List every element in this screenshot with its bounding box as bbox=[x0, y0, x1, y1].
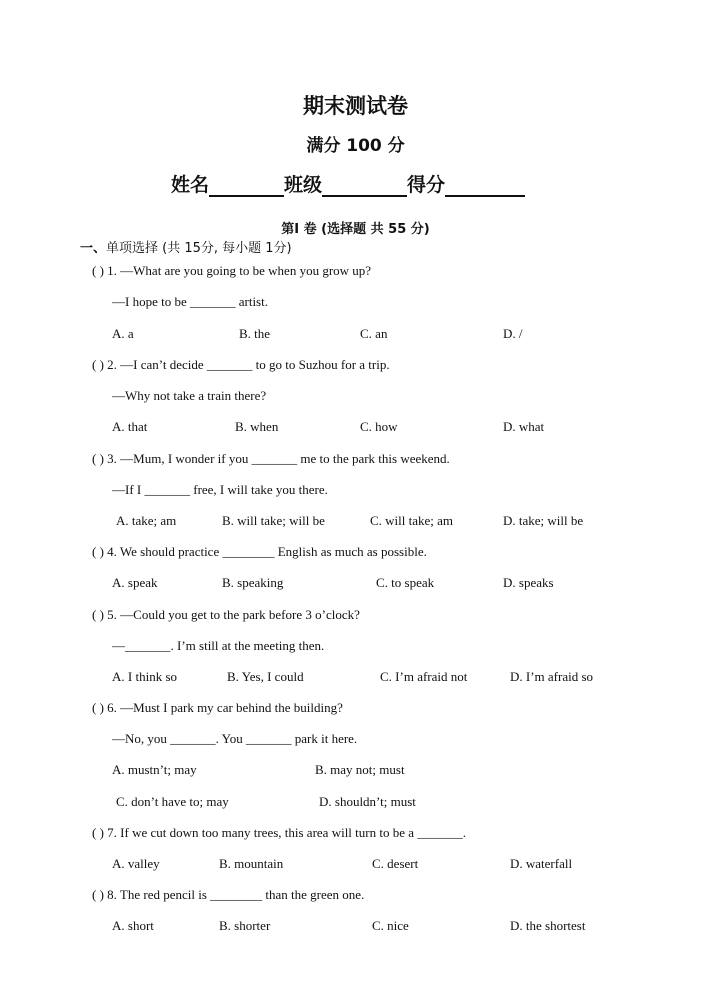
option-b[interactable]: B. the bbox=[239, 326, 271, 341]
option-a[interactable]: A. that bbox=[112, 419, 148, 434]
question-stem: ( ) 3. —Mum, I wonder if you _______ me to the park this weekend. bbox=[92, 451, 450, 466]
option-b[interactable]: B. mountain bbox=[219, 856, 284, 871]
question-stem: ( ) 1. —What are you going to be when you grow up? bbox=[92, 263, 372, 278]
option-a[interactable]: A. short bbox=[112, 918, 154, 933]
option-d[interactable]: D. I’m afraid so bbox=[510, 669, 594, 684]
question-reply: —I hope to be _______ artist. bbox=[112, 294, 268, 309]
question-stem: ( ) 4. We should practice ________ English as much as possible. bbox=[92, 544, 427, 559]
option-d[interactable]: D. shouldn’t; must bbox=[319, 794, 416, 809]
option-c[interactable]: C. an bbox=[360, 326, 388, 341]
option-b[interactable]: B. when bbox=[235, 419, 279, 434]
student-info-row bbox=[171, 170, 571, 197]
option-b[interactable]: B. speaking bbox=[222, 575, 284, 590]
class-label: 班级 bbox=[284, 174, 323, 196]
name-blank[interactable] bbox=[209, 175, 284, 197]
question-reply: —_______. I’m still at the meeting then. bbox=[112, 638, 325, 653]
option-a[interactable]: A. speak bbox=[112, 575, 158, 590]
option-d[interactable]: D. what bbox=[503, 419, 545, 434]
option-b[interactable]: B. may not; must bbox=[315, 762, 405, 777]
option-c[interactable]: C. desert bbox=[372, 856, 419, 871]
question-stem: ( ) 6. —Must I park my car behind the building? bbox=[92, 700, 343, 715]
class-blank[interactable] bbox=[322, 175, 407, 197]
option-a[interactable]: A. take; am bbox=[116, 513, 177, 528]
option-c[interactable]: C. I’m afraid not bbox=[380, 669, 468, 684]
section-title: 单项选择 (共 15分, 每小题 1分) bbox=[106, 241, 292, 256]
section-number: 一、 bbox=[80, 241, 107, 256]
option-c[interactable]: C. how bbox=[360, 419, 398, 434]
option-b[interactable]: B. shorter bbox=[219, 918, 271, 933]
question-reply: —No, you _______. You _______ park it here. bbox=[112, 731, 358, 746]
option-d[interactable]: D. waterfall bbox=[510, 856, 573, 871]
exam-title: 期末测试卷 bbox=[303, 94, 408, 118]
question-stem: ( ) 8. The red pencil is ________ than the green one. bbox=[92, 887, 365, 902]
option-a[interactable]: A. mustn’t; may bbox=[112, 762, 197, 777]
question-stem: ( ) 5. —Could you get to the park before 3 o’clock? bbox=[92, 607, 360, 622]
option-a[interactable]: A. I think so bbox=[112, 669, 177, 684]
question-stem: ( ) 7. If we cut down too many trees, this area will turn to be a _______. bbox=[92, 825, 467, 840]
option-d[interactable]: D. / bbox=[503, 326, 523, 341]
option-a[interactable]: A. a bbox=[112, 326, 134, 341]
option-c[interactable]: C. nice bbox=[372, 918, 409, 933]
question-stem: ( ) 2. —I can’t decide _______ to go to Suzhou for a trip. bbox=[92, 357, 390, 372]
option-d[interactable]: D. speaks bbox=[503, 575, 554, 590]
option-c[interactable]: C. to speak bbox=[376, 575, 435, 590]
name-label: 姓名 bbox=[171, 174, 210, 196]
option-b[interactable]: B. will take; will be bbox=[222, 513, 325, 528]
part-title: 第I 卷 (选择题 共 55 分) bbox=[281, 222, 430, 237]
option-c[interactable]: C. will take; am bbox=[370, 513, 454, 528]
full-score: 满分 100 分 bbox=[306, 136, 405, 156]
option-a[interactable]: A. valley bbox=[112, 856, 160, 871]
score-label: 得分 bbox=[407, 174, 446, 196]
question-reply: —If I _______ free, I will take you there. bbox=[112, 482, 328, 497]
question-reply: —Why not take a train there? bbox=[112, 388, 267, 403]
option-d[interactable]: D. take; will be bbox=[503, 513, 584, 528]
score-blank[interactable] bbox=[445, 175, 525, 197]
option-c[interactable]: C. don’t have to; may bbox=[116, 794, 229, 809]
section-heading bbox=[80, 237, 292, 256]
option-d[interactable]: D. the shortest bbox=[510, 918, 586, 933]
option-b[interactable]: B. Yes, I could bbox=[227, 669, 304, 684]
